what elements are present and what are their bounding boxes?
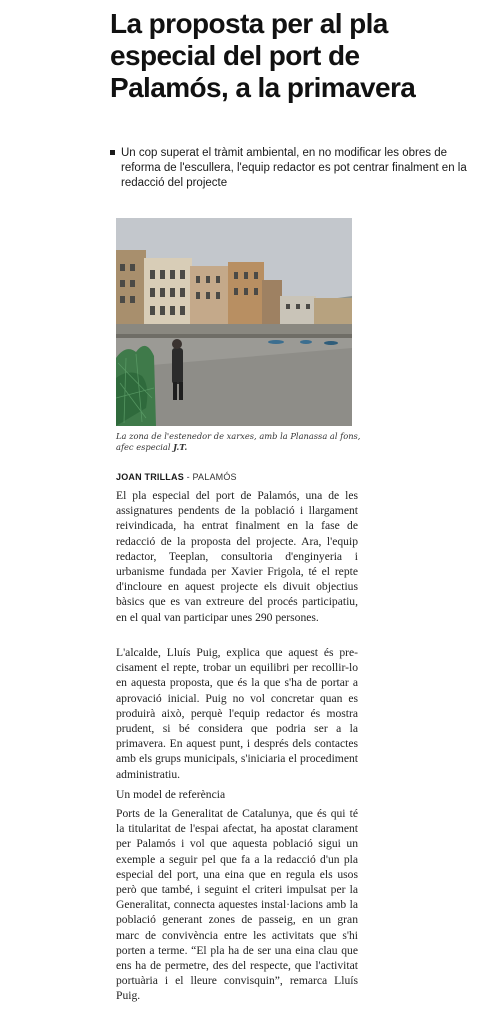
- subheadline-block: [110, 146, 470, 191]
- caption-text: La zona de l'estenedor de xarxes, amb la Planassa al fons, afec especial: [116, 431, 361, 452]
- bullet-square-icon: [110, 150, 115, 155]
- body-paragraph: L'alcalde, Lluís Puig, explica que aquest és precisament el repte, trobar un equilibri per recollir-lo en aquesta proposta, que és la que s'ha de portar a aprovació inicial. Puig no vol concretar quan es produirà això, perquè l'equip redactor és mostra prudent, si bé considera que podria ser a la primavera. En aquest punt, i després dels contactes amb els grups municipals, s'iniciaria el procediment administratiu.: [116, 646, 358, 781]
- byline: [116, 472, 364, 482]
- byline-location: PALAMÓS: [192, 472, 237, 482]
- body-paragraph: Ports de la Generalitat de Catalunya, que és qui té la titularitat de l'espai afectat, ha apostat clarament per Palamós i vol que aquesta població sigui un exemple a seguir pel que fa a la redacció d'un pla especial del port, una eina que en regula els usos però que també, i seguint el criteri impulsat per la Generalitat, connecta aquestes instal·lacions amb la població generant zones de passeig, en un gran marc de convivència entre les activitats que s'hi porten a terme. “El pla ha de ser una eina clau que ens ha de permetre, des del respecte, que l'activitat portuària i el lleure convisquin”, remarca Lluís Puig.: [116, 807, 358, 1003]
- body-paragraph: El pla especial del port de Palamós, una de les assignatures pendents de la població i llargament reivindicada, ha entrat finalment en la fase de redacció de la proposta del projecte. Ara, l'equip redactor, Teeplan, consultoria d'enginyeria i urbanisme fundada per Xavier Frigola, té el repte d'incloure en aquest projecte els divuit objectius bàsics que es van extreure del procés participatiu, en el qual van participar unes 290 persones.: [116, 489, 358, 624]
- photo-credit: J.T.: [173, 442, 188, 452]
- headline: La proposta per al pla especial del port de Palamós, a la primavera: [110, 8, 416, 103]
- byline-author: JOAN TRILLAS: [116, 472, 184, 482]
- section-heading: Un model de referència: [116, 788, 226, 801]
- harbor-photo-illustration: [116, 218, 352, 426]
- article-photo: [116, 218, 352, 426]
- subheadline: Un cop superat el tràmit ambiental, en no modificar les obres de reforma de l'escullera, l'equip redactor es pot centrar finalment en la redacció del projecte: [121, 147, 467, 189]
- byline-separator: -: [183, 472, 193, 482]
- photo-caption: [116, 431, 364, 453]
